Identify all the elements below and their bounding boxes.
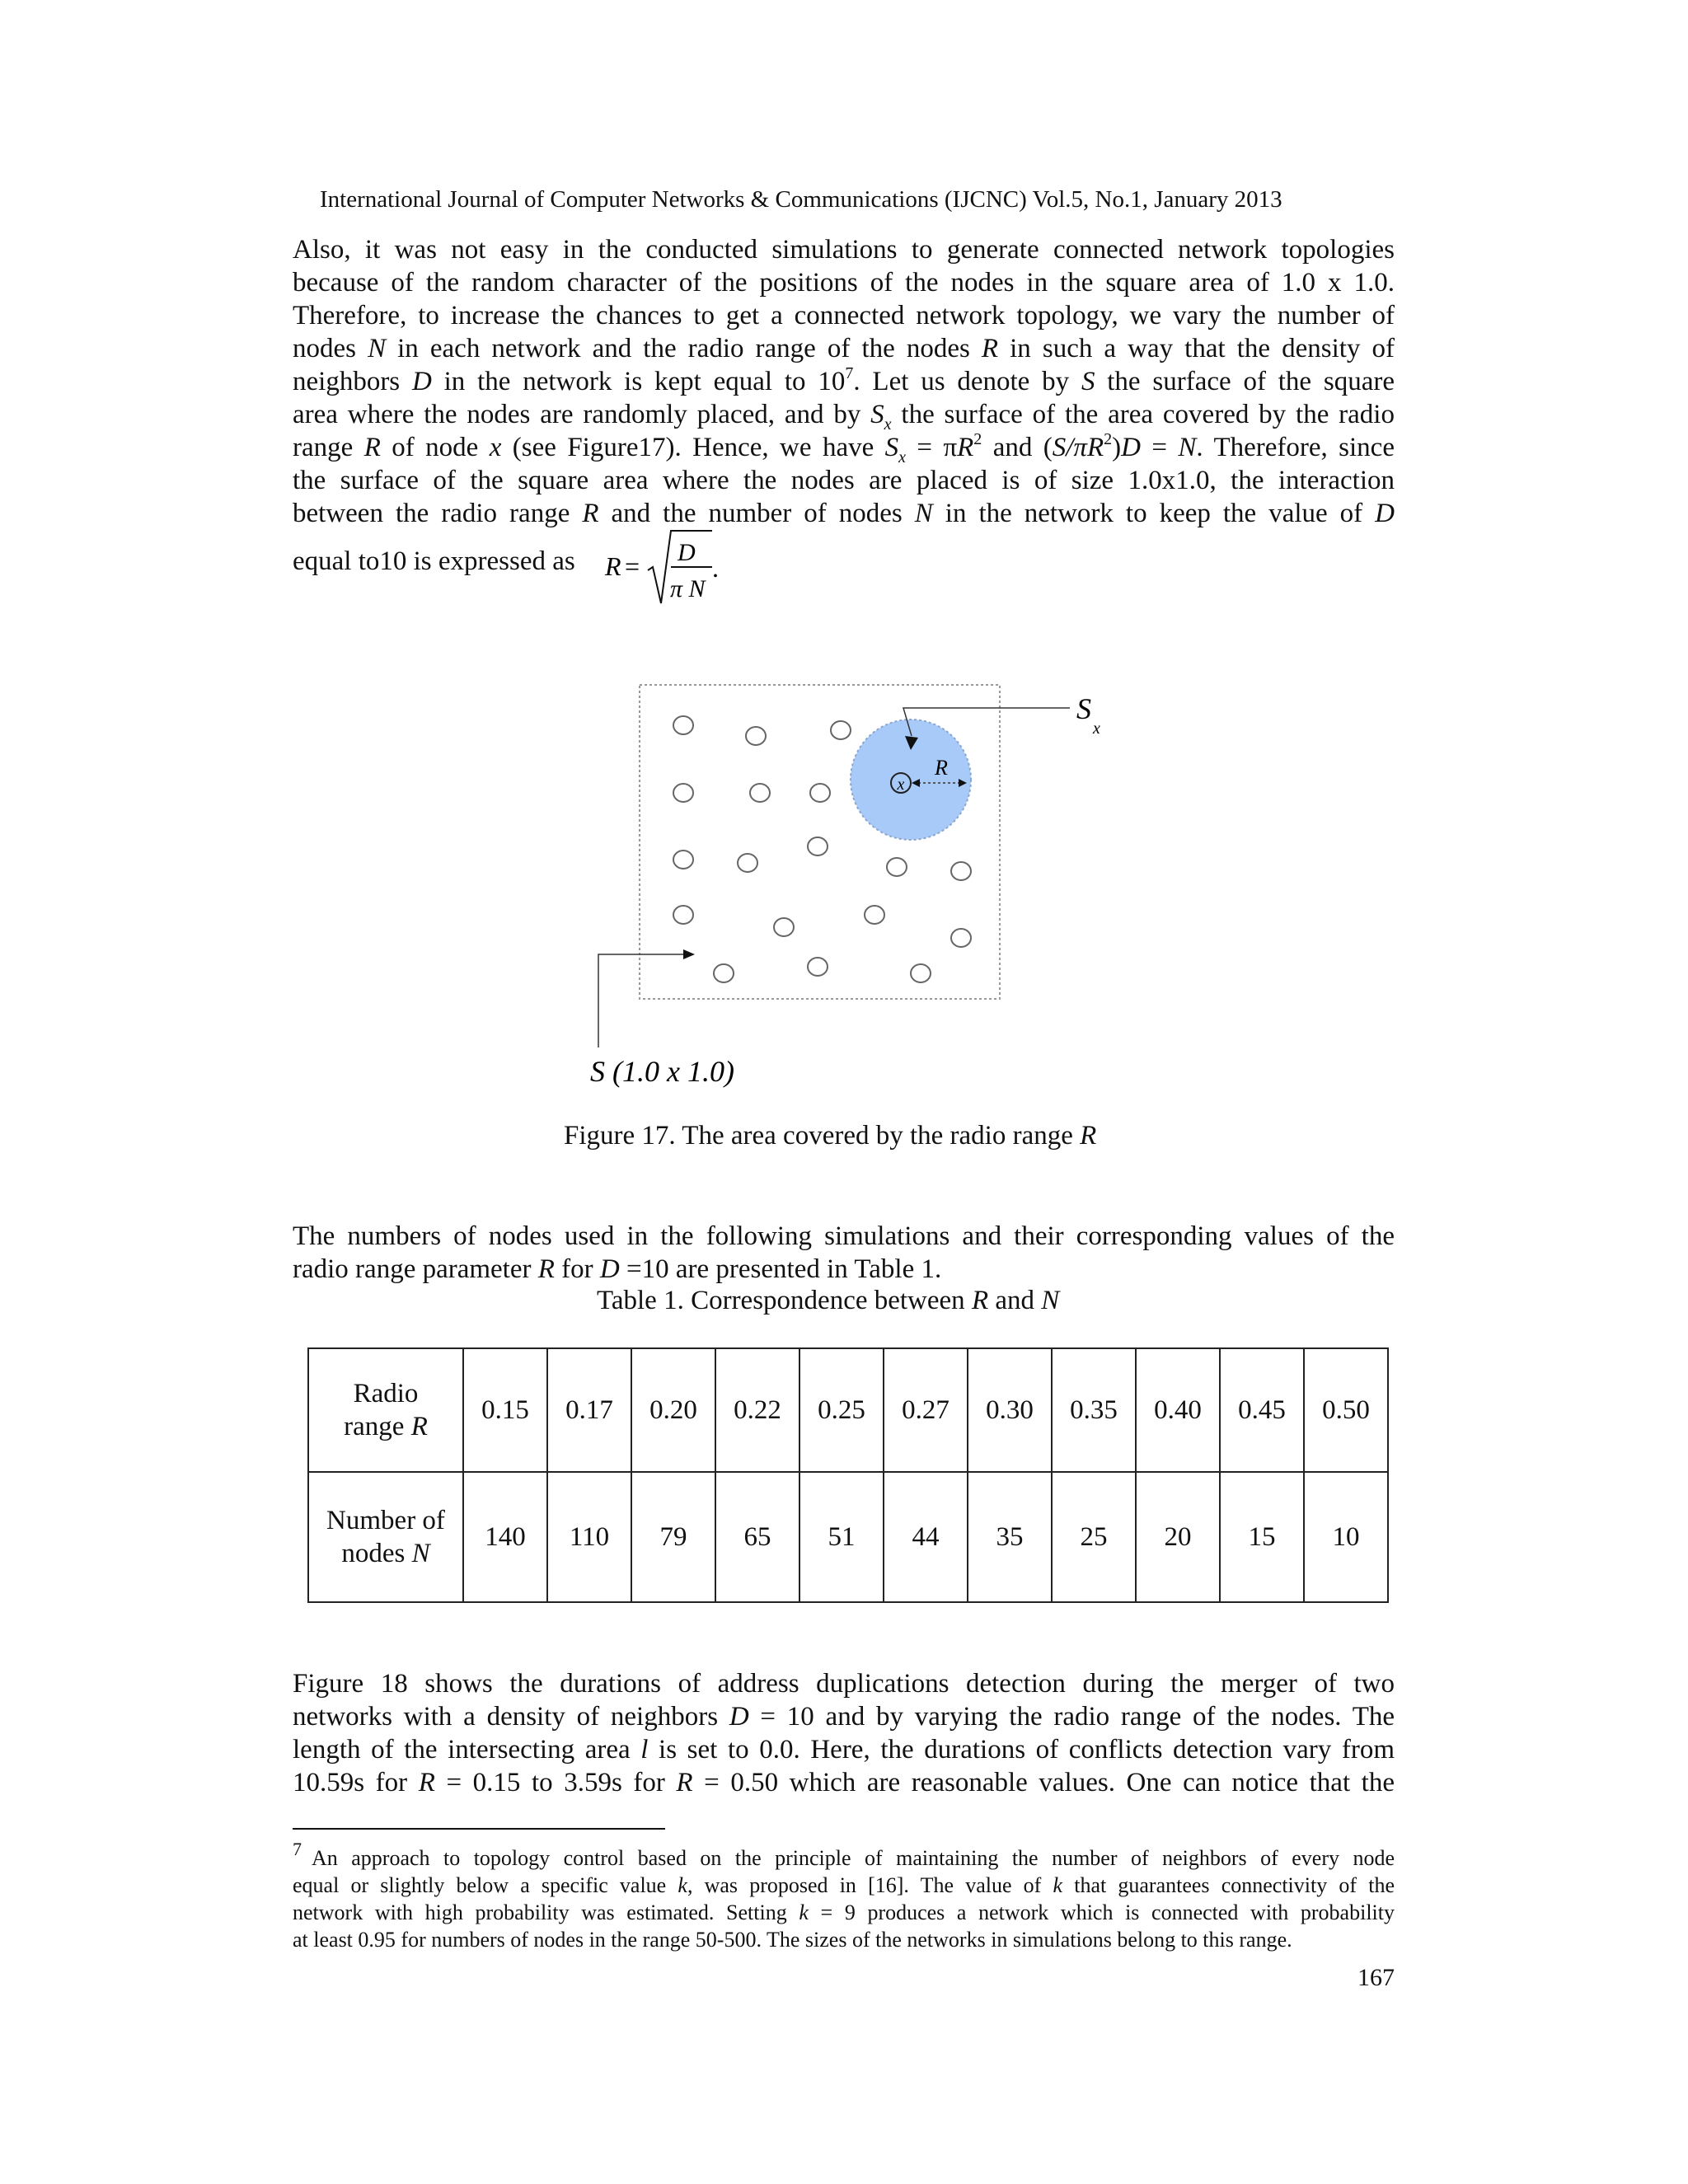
footnote-marker: 7 — [293, 1839, 302, 1859]
text-line: the surface of the square area where the nodes are placed is of size 1.0x1.0, the interaction — [293, 466, 1395, 495]
row-header-radio-range: Radio range R — [308, 1348, 463, 1472]
node — [887, 858, 907, 876]
table-cell: 0.45 — [1220, 1348, 1304, 1472]
table-cell: 79 — [631, 1472, 715, 1602]
table-row-number-of-nodes — [308, 1472, 1388, 1602]
paragraph-2 — [293, 1220, 1395, 1286]
text-line: range R of node x (see Figure17). Hence, we have $S_x = \pi R^2$ and $(S/\pi R^2)D = N$. Therefore, since — [293, 430, 1395, 466]
node — [673, 851, 693, 869]
sx-label-subscript: x — [1093, 719, 1100, 738]
table-cell: 0.40 — [1136, 1348, 1220, 1472]
table-1 — [307, 1347, 1389, 1603]
text-line: length of the intersecting area l is set to 0.0. Here, the durations of conflicts detection vary from — [293, 1735, 1395, 1765]
formula-denominator: π N — [670, 575, 706, 602]
text-line: The numbers of nodes used in the following simulations and their corresponding values of the — [293, 1221, 1395, 1251]
table-cell: 0.25 — [799, 1348, 884, 1472]
text-line: 10.59s for R = 0.15 to 3.59s for R = 0.50 which are reasonable values. One can notice that the — [293, 1768, 1395, 1797]
node — [774, 918, 794, 936]
table-cell: 140 — [463, 1472, 547, 1602]
node — [951, 929, 971, 947]
text-line: neighbors D in the network is kept equal to $10^7$. Let us denote by S the surface of the square — [293, 364, 1395, 396]
footnote-line: equal or slightly below a specific value k, was proposed in [16]. The value of k that guarantees connectivity of the — [293, 1873, 1395, 1897]
node — [746, 727, 766, 745]
node — [911, 964, 931, 982]
table-cell: 0.20 — [631, 1348, 715, 1472]
node-x-label: x — [897, 776, 905, 794]
formula-dot: . — [712, 553, 719, 583]
radius-label: R — [935, 756, 948, 780]
node — [865, 906, 884, 924]
text-line: Therefore, to increase the chances to get a connected network topology, we vary the number of — [293, 301, 1395, 330]
row-header-number-of-nodes: Number of nodes N — [308, 1472, 463, 1602]
formula-equals: = — [625, 551, 640, 581]
radio-range-formula — [602, 527, 734, 610]
table-cell: 35 — [968, 1472, 1052, 1602]
footnote-line: network with high probability was estimated. Setting k = 9 produces a network which is connected with probability — [293, 1900, 1395, 1924]
figure-17-caption: Figure 17. The area covered by the radio range R — [564, 1121, 1097, 1151]
page-number: 167 — [1357, 1964, 1395, 1991]
node — [673, 906, 693, 924]
formula-lhs: R — [605, 551, 621, 581]
table-cell: 0.17 — [547, 1348, 631, 1472]
node — [673, 784, 693, 802]
text-line: area where the nodes are randomly placed, and by $S_x$ the surface of the area covered by the radio — [293, 400, 1395, 434]
footnote-line: at least 0.95 for numbers of nodes in the range 50-500. The sizes of the networks in simulations belong to this range. — [293, 1928, 1292, 1952]
node — [951, 862, 971, 880]
table-cell: 15 — [1220, 1472, 1304, 1602]
table-cell: 0.30 — [968, 1348, 1052, 1472]
paragraph-1 — [293, 233, 1395, 530]
table-cell: 0.15 — [463, 1348, 547, 1472]
node — [750, 784, 770, 802]
s-leader-line — [598, 954, 684, 1047]
text-line: because of the random character of the positions of the nodes in the square area of 1.0 x 1.0. — [293, 268, 1395, 298]
table-cell: 25 — [1052, 1472, 1136, 1602]
figure-17 — [577, 676, 1154, 1104]
text-line: between the radio range R and the number of nodes N in the network to keep the value of D — [293, 499, 1395, 528]
formula-intro: equal to10 is expressed as — [293, 546, 575, 576]
s-arrow-head — [683, 949, 695, 959]
node — [808, 837, 828, 855]
table-cell: 110 — [547, 1472, 631, 1602]
paragraph-3 — [293, 1667, 1395, 1799]
table-row-radio-range — [308, 1348, 1388, 1472]
node — [673, 716, 693, 734]
table-cell: 0.35 — [1052, 1348, 1136, 1472]
node — [810, 784, 830, 802]
table-cell: 44 — [884, 1472, 968, 1602]
footnote-7 — [293, 1839, 1395, 1953]
table-cell: 10 — [1304, 1472, 1388, 1602]
node — [831, 721, 851, 739]
s-label: S (1.0 x 1.0) — [590, 1055, 734, 1088]
formula-numerator: D — [678, 539, 696, 566]
text-line: Figure 18 shows the durations of address duplications detection during the merger of two — [293, 1669, 1395, 1699]
node — [808, 958, 828, 976]
table-cell: 51 — [799, 1472, 884, 1602]
text-line: Also, it was not easy in the conducted simulations to generate connected network topologies — [293, 235, 1395, 265]
footnote-separator — [293, 1828, 665, 1830]
text-line: networks with a density of neighbors D = 10 and by varying the radio range of the nodes. The — [293, 1702, 1395, 1732]
journal-header: International Journal of Computer Networks & Communications (IJCNC) Vol.5, No.1, January 2013 — [320, 186, 1282, 213]
table-cell: 0.27 — [884, 1348, 968, 1472]
node — [738, 854, 757, 872]
text-line: nodes N in each network and the radio range of the nodes R in such a way that the density of — [293, 334, 1395, 363]
node — [714, 964, 734, 982]
table-cell: 0.22 — [715, 1348, 799, 1472]
sx-label: S — [1076, 692, 1091, 725]
table-cell: 65 — [715, 1472, 799, 1602]
table-cell: 20 — [1136, 1472, 1220, 1602]
footnote-line: $^7$ An approach to topology control based on the principle of maintaining the number of neighbors of every node — [293, 1839, 1395, 1870]
table-1-caption: Table 1. Correspondence between R and N — [597, 1286, 1060, 1315]
text-line: radio range parameter R for D =10 are presented in Table 1. — [293, 1254, 942, 1284]
table-cell: 0.50 — [1304, 1348, 1388, 1472]
